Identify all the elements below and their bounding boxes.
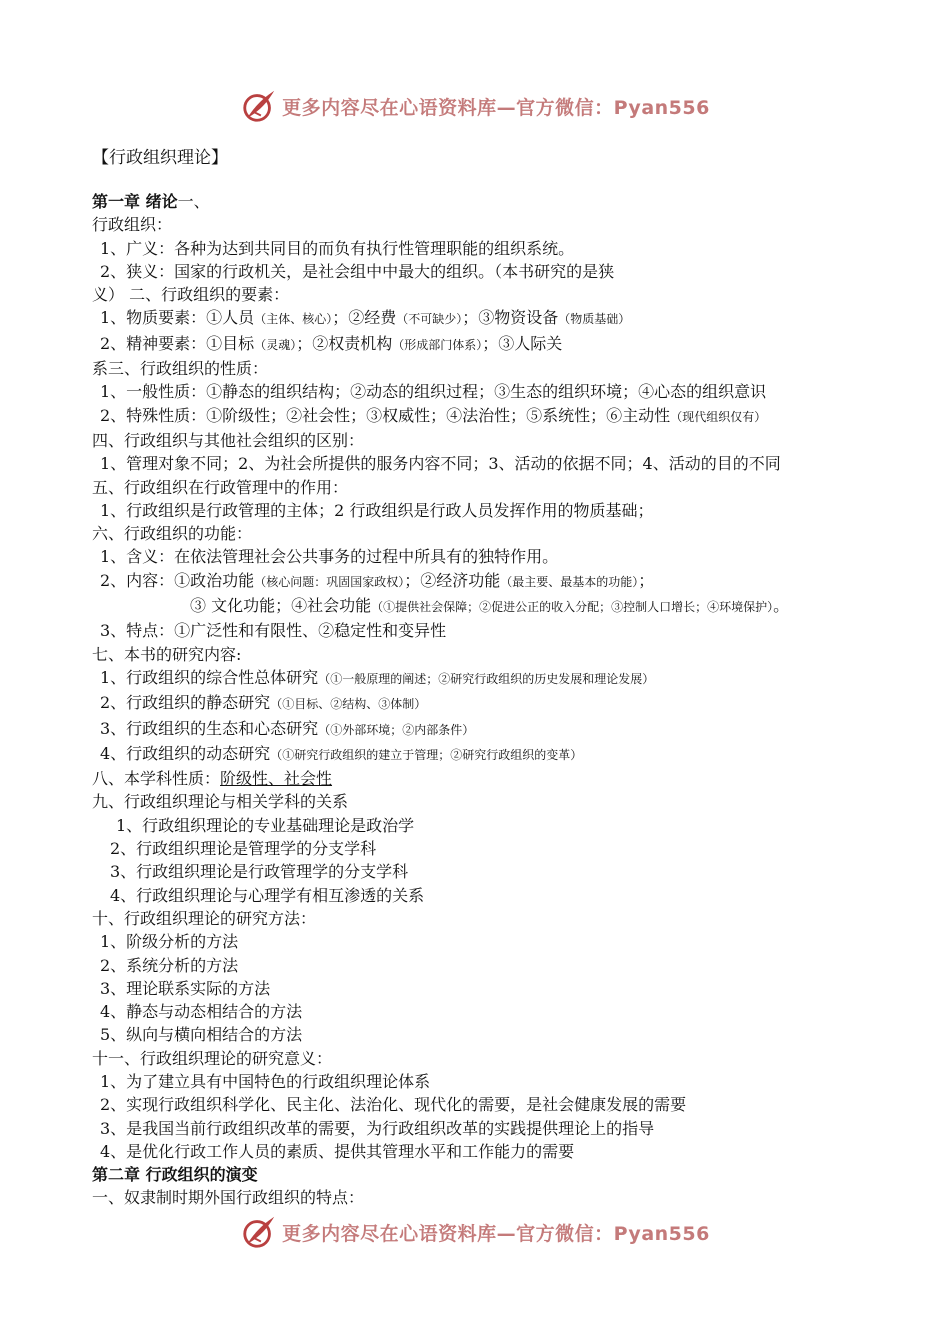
- text-line: 1、行政组织的综合性总体研究（①一般原理的阐述；②研究行政组织的历史发展和理论发展）: [100, 667, 655, 687]
- text-line: 2、精神要素：①目标（灵魂）；②权责机构（形成部门体系）；③人际关: [100, 333, 563, 353]
- text-line: 1、行政组织是行政管理的主体；2 行政组织是行政人员发挥作用的物质基础；: [100, 500, 654, 520]
- text-line: 1、广义：各种为达到共同目的而负有执行性管理职能的组织系统。: [100, 238, 575, 258]
- quill-logo-icon: [240, 1213, 278, 1251]
- watermark-text: 更多内容尽在心语资料库—官方微信：Pyan556: [282, 1222, 710, 1245]
- document-body: [92, 144, 912, 1210]
- text-line: 4、行政组织的动态研究（①研究行政组织的建立于管理；②研究行政组织的变革）: [100, 743, 583, 763]
- text-line: 4、行政组织理论与心理学有相互渗透的关系: [110, 885, 425, 905]
- chapter-heading: 第一章 绪论一、: [92, 192, 210, 211]
- text-line: 行政组织：: [92, 215, 173, 235]
- document-title: 【行政组织理论】: [92, 148, 228, 168]
- watermark-text: 更多内容尽在心语资料库—官方微信：Pyan556: [282, 96, 710, 119]
- text-line: ③ 文化功能；④社会功能（①提供社会保障；②促进公正的收入分配；③控制人口增长；④环境保护）。: [190, 596, 790, 616]
- text-line: 系三、行政组织的性质：: [92, 359, 269, 379]
- text-line: 3、行政组织理论是行政管理学的分支学科: [110, 862, 409, 882]
- watermark-banner-bottom: [0, 1210, 950, 1254]
- text-line: 六、行政组织的功能：: [92, 524, 253, 544]
- text-line: 七、本书的研究内容:: [92, 644, 242, 664]
- text-line: 1、为了建立具有中国特色的行政组织理论体系: [100, 1071, 431, 1091]
- text-line: 3、是我国当前行政组织改革的需要，为行政组织改革的实践提供理论上的指导: [100, 1118, 655, 1138]
- text-line: 4、静态与动态相结合的方法: [100, 1002, 303, 1022]
- text-line: 1、一般性质：①静态的组织结构；②动态的组织过程；③生态的组织环境；④心态的组织意识: [100, 382, 767, 402]
- text-line: 5、纵向与横向相结合的方法: [100, 1025, 303, 1045]
- text-line: 4、是优化行政工作人员的素质、提供其管理水平和工作能力的需要: [100, 1141, 575, 1161]
- text-line: 3、行政组织的生态和心态研究（①外部环境；②内部条件）: [100, 718, 475, 738]
- text-line: 2、实现行政组织科学化、民主化、法治化、现代化的需要，是社会健康发展的需要: [100, 1095, 687, 1115]
- chapter-heading: 第二章 行政组织的演变: [92, 1165, 258, 1185]
- watermark-banner-top: [0, 84, 950, 128]
- text-line: 1、管理对象不同；2、为社会所提供的服务内容不同；3、活动的依据不同；4、活动的目的不同: [100, 454, 781, 474]
- text-line: 九、行政组织理论与相关学科的关系: [92, 792, 349, 812]
- text-line: 1、阶级分析的方法: [100, 932, 239, 952]
- text-line: 2、特殊性质：①阶级性；②社会性；③权威性；④法治性；⑤系统性；⑥主动性（现代组织仅有）: [100, 405, 767, 425]
- text-line: 2、内容：①政治功能（核心问题：巩固国家政权）；②经济功能（最主要、最基本的功能）；: [100, 570, 655, 590]
- text-line: 十一、行政组织理论的研究意义：: [92, 1048, 333, 1068]
- text-line: 一、奴隶制时期外国行政组织的特点：: [92, 1188, 365, 1208]
- text-line: 十、行政组织理论的研究方法：: [92, 908, 317, 928]
- text-line: 八、本学科性质：阶级性、社会性: [92, 769, 333, 789]
- text-line: 2、狭义：国家的行政机关，是社会组中中最大的组织。（本书研究的是狭: [100, 261, 615, 281]
- text-line: 2、行政组织理论是管理学的分支学科: [110, 839, 377, 859]
- text-line: 1、物质要素：①人员（主体、核心）；②经费（不可缺少）；③物资设备（物质基础）: [100, 308, 631, 328]
- text-line: 2、行政组织的静态研究（①目标、②结构、③体制）: [100, 693, 427, 713]
- text-line: 义） 二、行政组织的要素：: [92, 285, 290, 305]
- text-line: 3、特点：①广泛性和有限性、②稳定性和变异性: [100, 621, 447, 641]
- text-line: 3、理论联系实际的方法: [100, 978, 271, 998]
- text-line: 2、系统分析的方法: [100, 955, 239, 975]
- quill-logo-icon: [240, 87, 278, 125]
- text-line: 五、行政组织在行政管理中的作用：: [92, 477, 349, 497]
- text-line: 1、行政组织理论的专业基础理论是政治学: [116, 815, 415, 835]
- text-line: 1、含义：在依法管理社会公共事务的过程中所具有的独特作用。: [100, 547, 559, 567]
- text-line: 四、行政组织与其他社会组织的区别：: [92, 430, 365, 450]
